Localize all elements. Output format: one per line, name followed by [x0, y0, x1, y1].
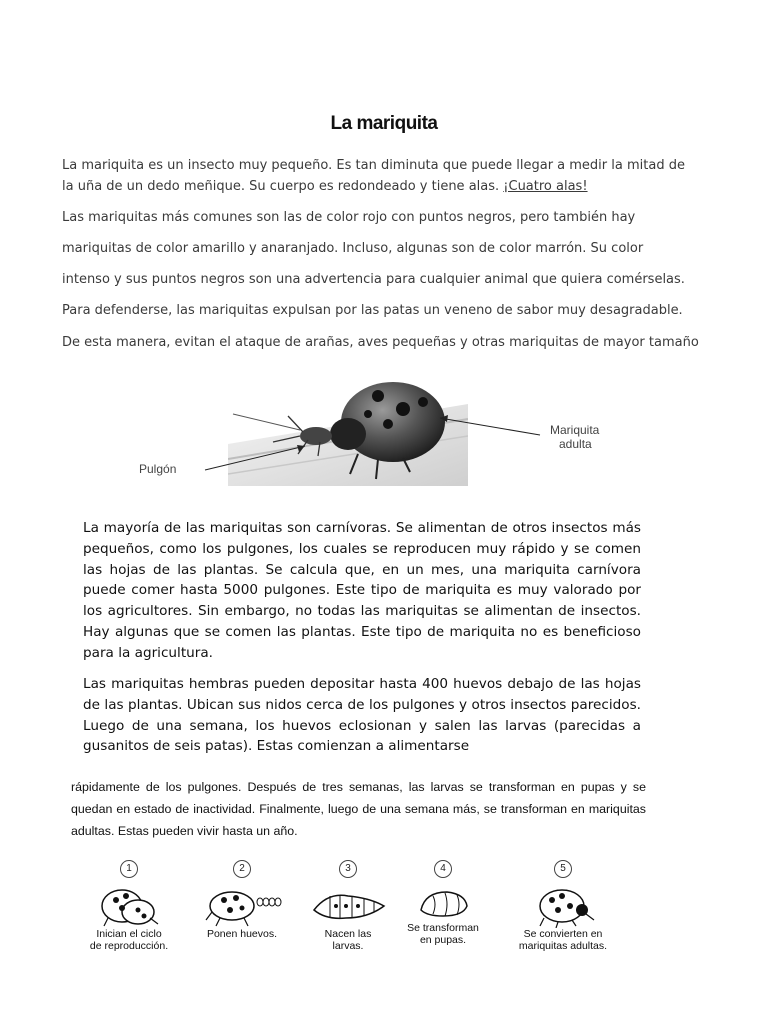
page-title: La mariquita	[330, 113, 438, 134]
mating-ladybugs-icon	[94, 882, 164, 928]
paragraph-eggs: Las mariquitas hembras pueden depositar hasta 400 huevos debajo de las hojas de las plantas. Ubican sus nidos cerca de los pulgones y otros insectos parecidos. Luego de una semana, los huevos eclosionan y salen las larvas (parecidas a gusanitos de seis patas). Estas comienzan a alimentarse	[83, 676, 641, 755]
ladybug-eggs-icon	[200, 882, 284, 928]
intro-underlined-text: ¡Cuatro alas!	[503, 179, 588, 195]
adult-ladybug-icon	[528, 882, 598, 928]
stage-number: 4	[434, 860, 452, 878]
paragraph-growth: rápidamente de los pulgones. Después de tres semanas, las larvas se transforman en pupas y se quedan en estado de inactividad. Finalmente, luego de una semana más, se transforman en mariquitas adultas. Estas pueden vivir hasta un año.	[71, 780, 646, 838]
stage-caption-line1: Inician el ciclo	[96, 928, 162, 940]
stage-3	[293, 860, 403, 952]
stage-caption-line2: mariquitas adultas.	[518, 940, 608, 952]
stage-number: 3	[339, 860, 357, 878]
adult-label-line2: adulta	[559, 437, 592, 451]
stage-2	[187, 860, 297, 940]
larva-icon	[308, 882, 388, 928]
text-line-5: De esta manera, evitan el ataque de arañas, aves pequeñas y otras mariquitas de mayor tamaño	[62, 335, 699, 350]
stage-5	[508, 860, 618, 952]
intro-text: La mariquita es un insecto muy pequeño. Es tan diminuta que puede llegar a medir la mitad de la uña de un dedo meñique. Su cuerpo es redondeado y tiene alas.	[62, 158, 685, 195]
stage-caption-line1: Se transforman	[407, 922, 479, 934]
stage-caption-line1: Ponen huevos.	[206, 928, 278, 940]
stage-caption-line1: Nacen las	[324, 928, 372, 940]
stage-caption-line2: en pupas.	[419, 934, 467, 946]
text-line-3: intenso y sus puntos negros son una advertencia para cualquier animal que quiera comérselas.	[62, 272, 685, 287]
stage-1	[74, 860, 184, 952]
stage-caption-line2: de reproducción.	[89, 940, 169, 952]
stage-4	[388, 860, 498, 946]
text-line-2: mariquitas de color amarillo y anaranjado. Incluso, algunas son de color marrón. Su color	[62, 241, 644, 256]
pupa-icon	[413, 882, 473, 922]
intro-paragraph	[62, 155, 692, 198]
stage-number: 2	[233, 860, 251, 878]
stage-caption-line2: larvas.	[332, 940, 364, 952]
stage-caption-line1: Se convierten en	[523, 928, 603, 940]
paragraph-carnivores: La mayoría de las mariquitas son carnívoras. Se alimentan de otros insectos más pequeños, como los pulgones, los cuales se reproducen muy rápido y se comen las hojas de las plantas. Se calcula que, en un mes, una mariquita carnívora puede comer hasta 5000 pulgones. Este tipo de mariquita es muy valorado por los agricultores. Sin embargo, no todas las mariquitas se alimentan de insectos. Hay algunas que se comen las plantas. Este tipo de mariquita no es beneficioso para la agricultura.	[83, 520, 641, 661]
photo-arrows	[195, 410, 555, 480]
stage-number: 5	[554, 860, 572, 878]
stage-number: 1	[120, 860, 138, 878]
text-line-1: Las mariquitas más comunes son las de color rojo con puntos negros, pero también hay	[62, 210, 636, 225]
adult-label-line1: Mariquita	[550, 423, 600, 437]
text-line-4: Para defenderse, las mariquitas expulsan por las patas un veneno de sabor muy desagradable.	[62, 303, 683, 318]
aphid-label: Pulgón	[139, 462, 177, 476]
